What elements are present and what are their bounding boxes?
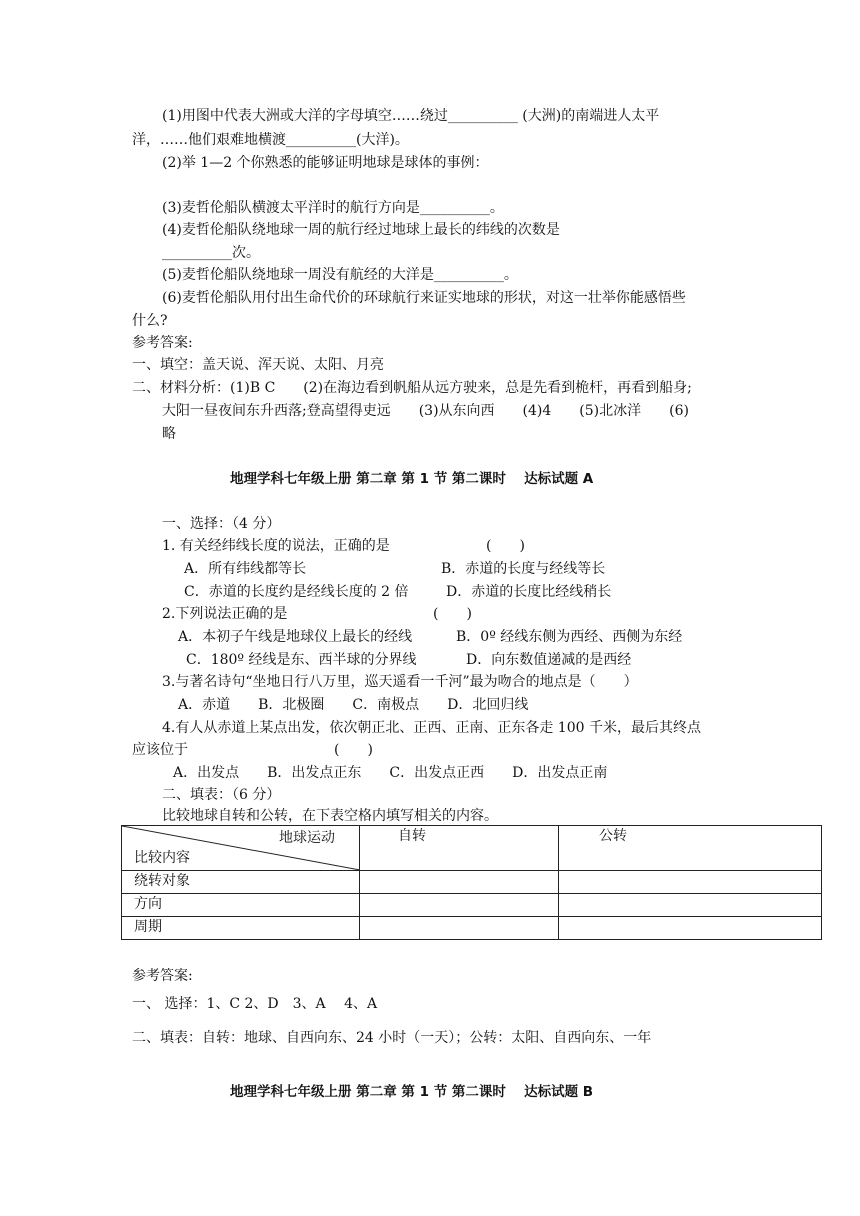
question-4-line2: __________次。 (162, 245, 260, 261)
question-4-line1: (4)麦哲伦船队绕地球一周的航行经过地球上最长的纬线的次数是 (162, 222, 560, 238)
row-label-period: 周期 (122, 917, 360, 940)
cell-revolution-orbit-object[interactable] (559, 871, 822, 894)
mc-question-3-options: A．赤道 B．北极圈 C．南极点 D．北回归线 (178, 697, 529, 713)
mc-question-1-option-a: A．所有纬线都等长 (184, 561, 307, 577)
mc-question-4-answer-paren: ( ) (334, 742, 373, 758)
mc-question-2-option-c: C．180º 经线是东、西半球的分界线 (186, 652, 417, 668)
test-b-title: 地理学科七年级上册 第二章 第 1 节 第二课时 达标试题 B (230, 1084, 594, 1100)
mc-question-1: 1. 有关经纬线长度的说法，正确的是 (162, 538, 390, 554)
table-row (122, 917, 822, 940)
cell-rotation-direction[interactable] (360, 894, 559, 917)
mc-question-2-option-d: D．向东数值递减的是西经 (466, 652, 632, 668)
row-label-direction: 方向 (122, 894, 360, 917)
header-revolution: 公转 (559, 826, 822, 871)
table-header-row (122, 826, 822, 871)
question-3: (3)麦哲伦船队横渡太平洋时的航行方向是__________。 (162, 200, 504, 216)
mc-question-1-option-c: C．赤道的长度约是经线长度的 2 倍 (184, 584, 409, 600)
mc-question-3: 3.与著名诗句“坐地日行八万里，巡天遥看一千河”最为吻合的地点是（ ） (162, 674, 638, 690)
header-compare-content: 比较内容 (134, 850, 190, 866)
table-row (122, 871, 822, 894)
mc-question-4-line1: 4.有人从赤道上某点出发，依次朝正北、正西、正南、正东各走 100 千米，最后其终点 (162, 720, 701, 736)
question-2: (2)举 1—2 个你熟悉的能够证明地球是球体的事例： (162, 155, 489, 171)
mc-question-2-option-a: A．本初子午线是地球仪上最长的经线 (178, 629, 413, 645)
cell-rotation-period[interactable] (360, 917, 559, 940)
row-label-orbit-object: 绕转对象 (122, 871, 360, 894)
question-6-line1: (6)麦哲伦船队用付出生命代价的环球航行来证实地球的形状，对这一壮举你能感悟些 (162, 290, 686, 306)
mc-question-2: 2.下列说法正确的是 (162, 606, 288, 622)
cell-rotation-orbit-object[interactable] (360, 871, 559, 894)
mc-question-1-option-b: B．赤道的长度与经线等长 (441, 561, 606, 577)
answer-2-line1: 二、材料分析：(1)B C (2)在海边看到帆船从远方驶来，总是先看到桅杆，再看到船身; (132, 380, 692, 396)
mc-question-2-option-b: B．0º 经线东侧为西经、西侧为东经 (456, 629, 683, 645)
cell-revolution-direction[interactable] (559, 894, 822, 917)
mc-question-4-options: A．出发点 B．出发点正东 C．出发点正西 D．出发点正南 (173, 765, 608, 781)
answer-2-line2: 大阳一昼夜间东升西落;登高望得吏远 (3)从东向西 (4)4 (5)北冰洋 (6) (162, 403, 689, 419)
mc-question-1-option-d: D．赤道的长度比经线稍长 (446, 584, 612, 600)
test-a-answer-table: 二、填表：自转：地球、自西向东、24 小时（一天）；公转：太阳、自西向东、一年 (132, 1030, 652, 1046)
answer-1: 一、填空：盖天说、浑天说、太阳、月亮 (132, 357, 384, 373)
question-5: (5)麦哲伦船队绕地球一周没有航经的大洋是__________。 (162, 267, 518, 283)
answers-heading: 参考答案: (132, 335, 193, 351)
header-rotation: 自转 (360, 826, 559, 871)
question-1-line2: 洋，……他们艰难地横渡__________(大洋)。 (132, 132, 409, 148)
section-choice-heading: 一、选择：（4 分） (162, 516, 281, 532)
section-table-heading: 二、填表：（6 分） (162, 787, 281, 803)
answer-2-line3: 略 (162, 426, 176, 442)
table-row (122, 894, 822, 917)
test-a-title: 地理学科七年级上册 第二章 第 1 节 第二课时 达标试题 A (230, 471, 594, 487)
mc-question-4-line2: 应该位于 (132, 742, 188, 758)
mc-question-1-answer-paren: ( ) (486, 538, 525, 554)
test-a-answers-heading: 参考答案: (132, 968, 193, 984)
mc-question-2-answer-paren: ( ) (433, 606, 472, 622)
cell-revolution-period[interactable] (559, 917, 822, 940)
question-1-line1: (1)用图中代表大洲或大洋的字母填空……绕过__________ (大洲)的南端进人太平 (162, 108, 660, 124)
test-a-answer-choice: 一、 选择：1、C 2、D 3、A 4、A (132, 996, 378, 1012)
diagonal-header-cell (122, 826, 360, 871)
header-earth-motion: 地球运动 (279, 830, 335, 846)
section-table-description: 比较地球自转和公转，在下表空格内填写相关的内容。 (162, 808, 498, 824)
rotation-revolution-table (121, 825, 822, 940)
question-6-line2: 什么? (132, 313, 168, 329)
